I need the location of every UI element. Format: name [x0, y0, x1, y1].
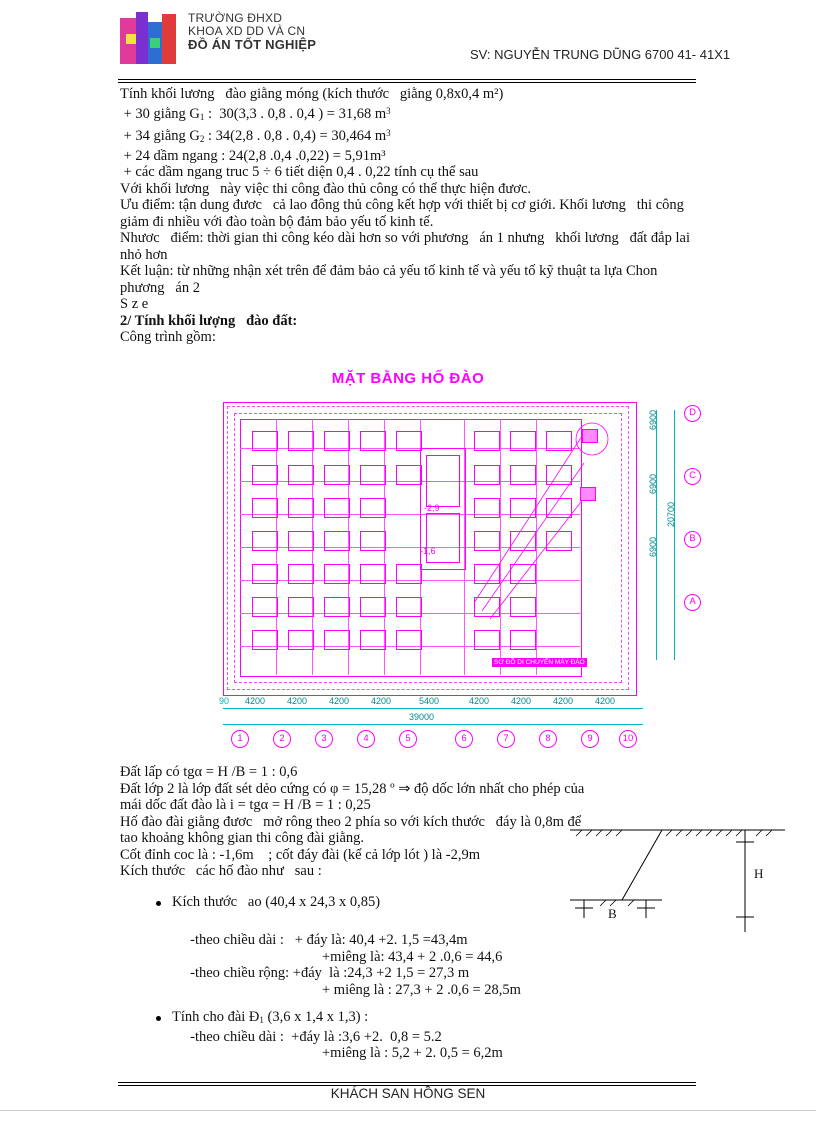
horizontal-dim-chain — [219, 696, 643, 750]
footer-rule-top — [118, 1082, 696, 1083]
grid-number-1: 1 — [231, 730, 249, 748]
excavation-plan-drawing — [118, 360, 698, 760]
bullet-2-block — [172, 1009, 692, 1062]
depth-label-2: -1,6 — [420, 546, 436, 556]
b2-b: +miêng là : 5,2 + 2. 0,5 = 6,2m — [322, 1045, 503, 1061]
depth-label-1: -2,9 — [424, 503, 440, 513]
axis-label-C: C — [684, 468, 701, 485]
page-header — [0, 0, 816, 78]
vertical-axis-group — [638, 402, 698, 694]
para-2: + 30 giằng $G_1$ : 30(3,3 . 0,8 . 0,4 ) = 31,68 $m^3$ — [120, 105, 391, 122]
vdim-3: 6900 — [648, 536, 658, 557]
hdim-6: 4200 — [469, 696, 490, 706]
axis-label-A: A — [684, 594, 701, 611]
grid-number-4: 4 — [357, 730, 375, 748]
b2-line-5: Kích thước các hố đào như sau : — [120, 863, 322, 879]
para-1: Tính khối lương đào giằng móng (kích thước giằng 0,8x0,4 m²) — [120, 86, 504, 102]
hdim-total: 39000 — [409, 712, 435, 722]
vdim-1: 6900 — [648, 409, 658, 430]
page-bottom-divider — [0, 1110, 816, 1111]
b2-line-4: Cốt đỉnh coc là : -1,6m ; cốt đáy đài (kể cả lớp lót ) là -2,9m — [120, 846, 481, 863]
b1-b: +miêng là: 43,4 + 2 .0,6 = 44,6 — [322, 948, 503, 965]
axis-label-B: B — [684, 531, 701, 548]
para-3: + 34 giằng $G_2$ : 34(2,8 . 0,8 . 0,4) = 30,464 $m^3$ — [120, 128, 391, 144]
grid-number-7: 7 — [497, 730, 515, 748]
body-text-bottom — [120, 764, 590, 880]
b1-c: -theo chiều rộng: +đáy là :24,3 +2 1,5 = 27,3 m — [172, 965, 470, 981]
drawing-title: MẶT BẰNG HỐ ĐÀO — [331, 370, 485, 387]
grid-number-5: 5 — [399, 730, 417, 748]
para-11-heading: 2/ Tính khối lượng đào đất: — [120, 312, 298, 329]
hdim-start: 90 — [219, 696, 230, 706]
hdim-8: 4200 — [553, 696, 574, 706]
header-rule-top — [118, 79, 696, 80]
para-6: Với khối lương này việc thi công đào thủ công có thể thực hiện đươc. — [120, 180, 532, 197]
grid-number-9: 9 — [581, 730, 599, 748]
b1-d: + miêng là : 27,3 + 2 .0,6 = 28,5m — [322, 981, 521, 998]
b2-line-1: Đất lấp có tgα = H /B = 1 : 0,6 — [120, 764, 298, 780]
b2-line-2: Đất lớp 2 là lớp đất sét dẻo cứng có φ = 15,28 º ⇒ độ dốc lớn nhất cho phép của mái dốc đất đào là i = tgα = H /B = 1 : 0,25 — [120, 780, 588, 813]
bullet-1-title: Kích thước ao (40,4 x 24,3 x 0,85) — [172, 894, 381, 910]
b2-a: -theo chiều dài : +đáy là :3,6 +2. 0,8 = 5.2 — [172, 1028, 442, 1045]
para-10: S z e — [120, 296, 149, 312]
fig-label-H: H — [754, 866, 764, 881]
hdim-4: 4200 — [371, 696, 392, 706]
footer-title: KHÁCH SAN HỒNG SEN — [330, 1086, 486, 1101]
para-9: Kết luận: từ những nhận xét trên để đảm bảo cả yếu tố kinh tế và yếu tố kỹ thuật ta lựa Chon phương án 2 — [120, 263, 662, 296]
para-12: Công trình gồm: — [120, 329, 216, 345]
university-logo-icon — [120, 12, 178, 70]
hdim-9: 4200 — [595, 696, 616, 706]
fig-label-B: B — [608, 906, 617, 921]
bullet-1-icon — [156, 901, 161, 906]
hdim-7: 4200 — [511, 696, 532, 706]
header-line-3: ĐỒ ÁN TỐT NGHIỆP — [188, 37, 317, 52]
hdim-1: 4200 — [245, 696, 266, 706]
vdim-2: 6900 — [648, 473, 658, 494]
para-8: Nhươc điểm: thời gian thi công kéo dài hơn so với phương án 1 nhưng khối lương đất đắp lai nhỏ hơn — [120, 230, 694, 263]
b2-line-3: Hố đào đài giằng đươc mở rông theo 2 phía so với kích thước đáy là 0,8m để tao khoảng không gian thi công đài giằng. — [120, 813, 585, 846]
header-student-info: SV: NGUYỄN TRUNG DŨNG 6700 41- 41X1 — [470, 47, 731, 62]
para-5: + các dầm ngang truc 5 ÷ 6 tiết diện 0,4 . 0,22 tính cụ thể sau — [120, 164, 479, 180]
b1-a: -theo chiều dài : + đáy là: 40,4 +2. 1,5 =43,4m — [172, 932, 468, 948]
grid-number-6: 6 — [455, 730, 473, 748]
bullet-2-icon — [156, 1016, 161, 1021]
body-text-top — [120, 86, 700, 346]
plan-view — [223, 402, 637, 696]
slope-figure-svg — [570, 822, 785, 942]
axis-label-D: D — [684, 405, 701, 422]
header-school-block — [188, 12, 316, 51]
grid-number-2: 2 — [273, 730, 291, 748]
grid-number-8: 8 — [539, 730, 557, 748]
vdim-total: 20700 — [666, 501, 676, 527]
para-7: Ưu điểm: tận dung đươc cả lao đông thủ công kết hợp với thiết bị cơ giới. Khối lương thi công giảm đi nhiều với đào toàn bộ đảm bảo yếu tố kinh tế. — [120, 197, 688, 230]
grid-number-3: 3 — [315, 730, 333, 748]
hdim-5: 5400 — [419, 696, 440, 706]
hdim-2: 4200 — [287, 696, 308, 706]
header-line-1: TRƯỜNG ĐHXD — [188, 11, 283, 25]
header-rule-bottom — [118, 82, 696, 83]
header-line-2: KHOA XD DD VÀ CN — [188, 24, 306, 38]
hdim-3: 4200 — [329, 696, 350, 706]
slope-section-figure — [570, 822, 785, 942]
grid-number-10: 10 — [619, 730, 637, 748]
bullet-2-title: Tính cho đài $Đ_1$ (3,6 x 1,4 x 1,3) : — [172, 1009, 369, 1025]
para-4: + 24 dầm ngang : 24(2,8 .0,4 .0,22) = 5,91m³ — [120, 147, 386, 164]
machine-path-note: SƠ ĐỒ DI CHUYỂN MÁY ĐÀO — [494, 659, 585, 666]
